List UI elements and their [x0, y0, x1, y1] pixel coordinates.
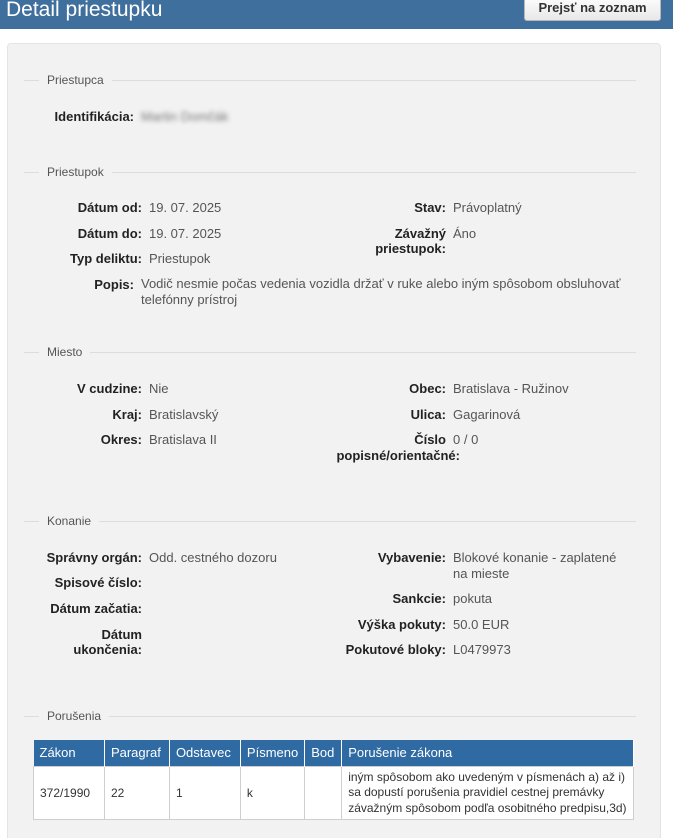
region-value: Bratislavský — [149, 407, 219, 422]
district-value: Bratislava II — [149, 432, 217, 447]
abroad-label: V cudzine: — [76, 381, 142, 396]
fine-amount-value: 50.0 EUR — [453, 617, 510, 632]
date-from-label: Dátum od: — [77, 200, 142, 215]
section-offender: Priestupca — [24, 72, 636, 88]
house-number-label-1: Číslo — [414, 432, 446, 447]
end-date-label-2: ukončenia: — [73, 642, 142, 657]
cell-paragraph: 22 — [104, 766, 169, 820]
column-header-law: Zákon — [34, 740, 105, 766]
authority-label: Správny orgán: — [46, 550, 142, 565]
page-title: Detail priestupku — [6, 0, 163, 21]
cell-violation-description: iným spôsobom ako uvedeným v písmenách a) až i) sa dopustí porušenia pravidiel cestnej premávky závažným spôsobom podľa osobitného predpisu,3d) — [342, 766, 634, 820]
header-bar — [0, 0, 673, 29]
description-value: Vodič nesmie počas vedenia vozidla držať v ruke alebo iným spôsobom obsluhovať telefónny prístroj — [141, 276, 621, 307]
status-value: Právoplatný — [453, 200, 522, 215]
section-proceedings: Konanie — [24, 513, 636, 529]
fine-blocks-label: Pokutové bloky: — [345, 642, 446, 657]
column-header-paragraph: Paragraf — [104, 740, 169, 766]
column-header-subsection: Odstavec — [169, 740, 240, 766]
description-label: Popis: — [94, 277, 134, 292]
authority-value: Odd. cestného dozoru — [149, 550, 277, 565]
end-date-label-1: Dátum — [101, 627, 142, 642]
date-to-value: 19. 07. 2025 — [149, 226, 222, 241]
house-number-value: 0 / 0 — [453, 432, 479, 447]
cell-point — [305, 766, 342, 820]
date-from-value: 19. 07. 2025 — [149, 200, 222, 215]
serious-label-1: Závažný — [394, 226, 446, 241]
sanction-value: pokuta — [453, 591, 493, 606]
date-to-label: Dátum do: — [77, 226, 142, 241]
abroad-value: Nie — [149, 381, 169, 396]
file-number-label: Spisové číslo: — [54, 575, 142, 590]
column-header-violation: Porušenie zákona — [342, 740, 634, 766]
offense-type-value: Priestupok — [149, 251, 211, 266]
identification-label: Identifikácia: — [54, 109, 134, 124]
violations-table — [33, 740, 634, 820]
municipality-value: Bratislava - Ružinov — [453, 381, 569, 396]
start-date-label: Dátum začatia: — [50, 601, 142, 616]
serious-label-2: priestupok: — [375, 241, 446, 256]
identification-value: Martin Domčák — [141, 109, 229, 124]
cell-law: 372/1990 — [34, 766, 105, 820]
street-label: Ulica: — [410, 407, 446, 422]
region-label: Kraj: — [112, 407, 142, 422]
house-number-label-2: popisné/orientačné: — [336, 448, 460, 463]
section-violations: Porušenia — [24, 708, 636, 724]
serious-value: Áno — [453, 226, 477, 241]
resolution-value: Blokové konanie - zaplatené na mieste — [453, 550, 617, 581]
section-offense: Priestupok — [24, 164, 636, 180]
municipality-label: Obec: — [409, 381, 446, 396]
offense-type-label: Typ deliktu: — [70, 251, 142, 266]
sanction-label: Sankcie: — [392, 591, 446, 606]
column-header-point: Bod — [305, 740, 342, 766]
cell-letter: k — [240, 766, 304, 820]
district-label: Okres: — [100, 432, 142, 447]
fine-amount-label: Výška pokuty: — [357, 617, 446, 632]
resolution-label: Vybavenie: — [377, 550, 446, 565]
fine-blocks-value: L0479973 — [453, 642, 511, 657]
back-to-list-button[interactable]: Prejsť na zoznam — [524, 0, 661, 21]
table-header-row — [34, 740, 634, 766]
section-location: Miesto — [24, 344, 636, 360]
column-header-letter: Písmeno — [240, 740, 304, 766]
street-value: Gagarinová — [453, 407, 521, 422]
status-label: Stav: — [414, 200, 446, 215]
cell-subsection: 1 — [169, 766, 240, 820]
table-row — [34, 766, 634, 820]
